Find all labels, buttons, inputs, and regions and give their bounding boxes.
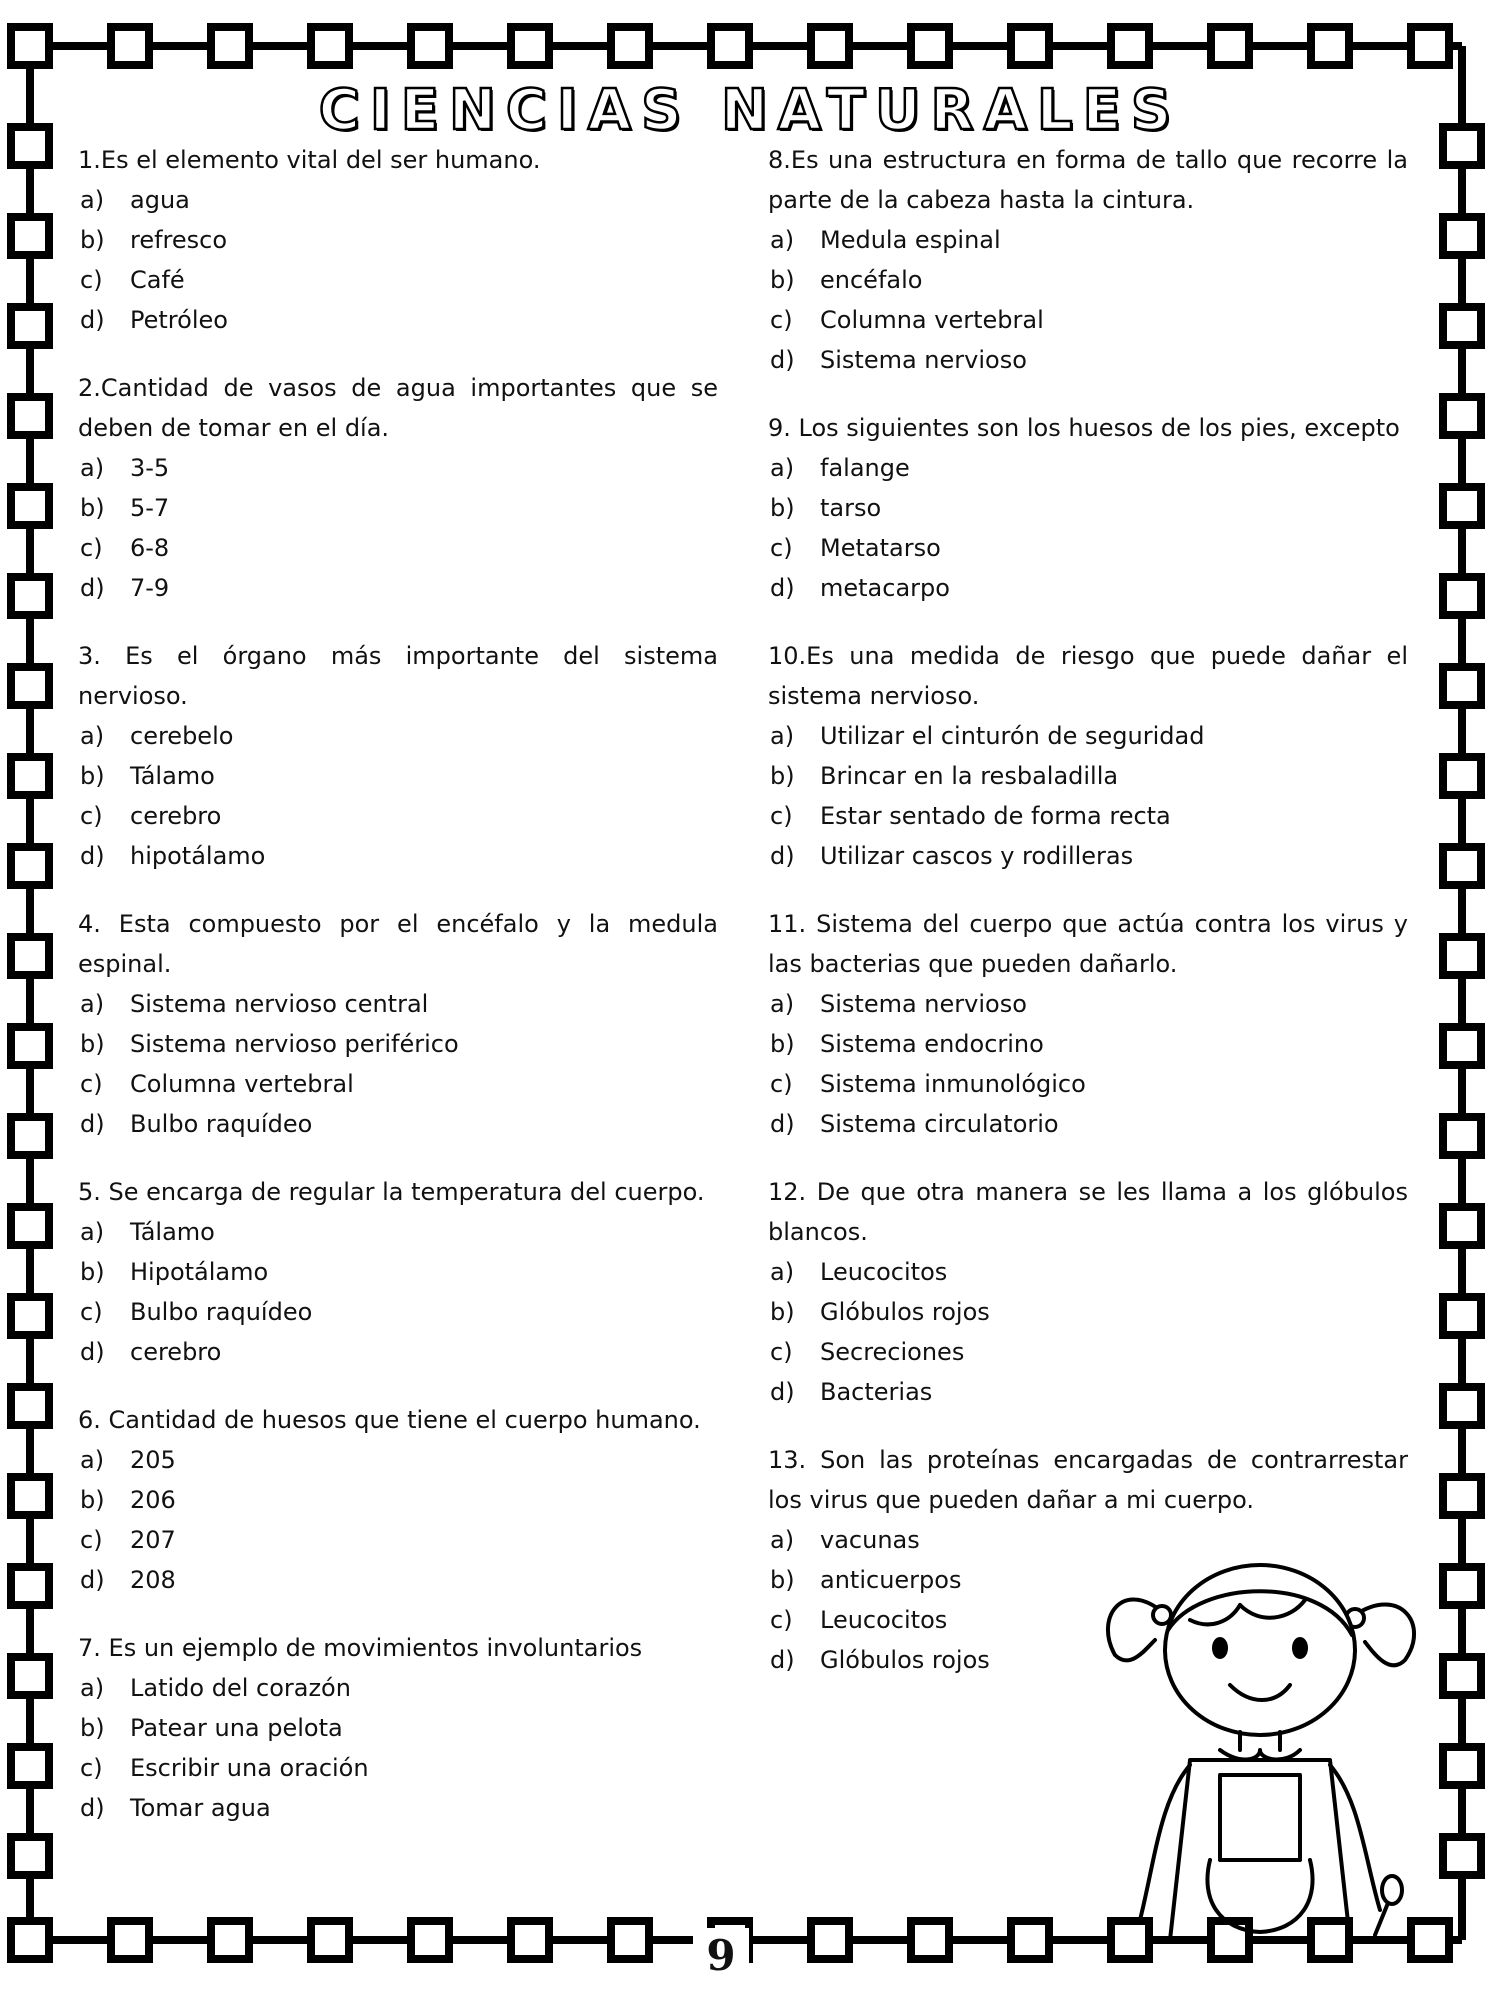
- answer-option: [78, 1708, 718, 1748]
- option-text: tarso: [820, 494, 882, 522]
- option-text: Tálamo: [130, 1218, 215, 1246]
- question-stem: 11. Sistema del cuerpo que actúa contra los virus y las bacterias que pueden dañarlo.: [768, 910, 1408, 978]
- option-letter: a): [80, 186, 105, 214]
- option-letter: c): [770, 306, 793, 334]
- border-link-box: [1411, 27, 1449, 65]
- option-text: Glóbulos rojos: [820, 1298, 990, 1326]
- border-link-box: [1443, 307, 1481, 345]
- option-letter: c): [770, 1338, 793, 1366]
- border-link-box: [1443, 1297, 1481, 1335]
- border-link-box: [711, 27, 749, 65]
- border-link-box: [1011, 1921, 1049, 1959]
- page-title: CIENCIAS NATURALES: [318, 78, 1182, 143]
- question-block: [78, 140, 718, 340]
- option-letter: a): [770, 722, 795, 750]
- option-letter: c): [80, 1298, 103, 1326]
- option-letter: b): [770, 1030, 795, 1058]
- option-letter: b): [80, 1030, 105, 1058]
- question-block: [78, 368, 718, 608]
- option-letter: b): [80, 226, 105, 254]
- option-letter: b): [80, 1714, 105, 1742]
- option-letter: c): [80, 1754, 103, 1782]
- answer-option: [78, 836, 718, 876]
- option-list: [768, 448, 1408, 608]
- option-text: Sistema circulatorio: [820, 1110, 1059, 1138]
- question-block: [78, 636, 718, 876]
- answer-option: [78, 1520, 718, 1560]
- option-letter: a): [80, 990, 105, 1018]
- border-link-box: [11, 307, 49, 345]
- option-text: Sistema nervioso: [820, 346, 1027, 374]
- border-link-box: [611, 27, 649, 65]
- border-link-box: [1011, 27, 1049, 65]
- border-link-box: [1443, 1747, 1481, 1785]
- option-letter: a): [80, 454, 105, 482]
- question-stem: 13. Son las proteínas encargadas de contrarrestar los virus que pueden dañar a mi cuerpo.: [768, 1446, 1408, 1514]
- option-text: 3-5: [130, 454, 170, 482]
- option-text: Medula espinal: [820, 226, 1001, 254]
- option-text: Sistema nervioso periférico: [130, 1030, 459, 1058]
- option-letter: a): [770, 990, 795, 1018]
- option-text: Patear una pelota: [130, 1714, 343, 1742]
- border-link-box: [11, 397, 49, 435]
- border-link-box: [1443, 487, 1481, 525]
- option-letter: c): [80, 802, 103, 830]
- border-link-box: [1443, 577, 1481, 615]
- answer-option: [768, 528, 1408, 568]
- option-text: Latido del corazón: [130, 1674, 351, 1702]
- answer-option: [78, 1788, 718, 1828]
- option-text: Café: [130, 266, 185, 294]
- option-text: Utilizar el cinturón de seguridad: [820, 722, 1205, 750]
- border-link-box: [11, 667, 49, 705]
- question-stem: 12. De que otra manera se les llama a los glóbulos blancos.: [768, 1178, 1408, 1246]
- option-letter: a): [770, 454, 795, 482]
- option-list: [768, 1252, 1408, 1412]
- question-stem: 10.Es una medida de riesgo que puede dañar el sistema nervioso.: [768, 642, 1408, 710]
- option-letter: c): [770, 534, 793, 562]
- option-letter: d): [80, 1566, 105, 1594]
- border-link-box: [1211, 27, 1249, 65]
- border-link-box: [11, 1477, 49, 1515]
- option-text: Hipotálamo: [130, 1258, 269, 1286]
- answer-option: [78, 1668, 718, 1708]
- option-letter: d): [770, 1110, 795, 1138]
- border-link-box: [11, 217, 49, 255]
- option-text: 207: [130, 1526, 176, 1554]
- option-text: Brincar en la resbaladilla: [820, 762, 1119, 790]
- option-list: [768, 220, 1408, 380]
- option-letter: d): [770, 842, 795, 870]
- option-letter: a): [80, 1446, 105, 1474]
- option-letter: a): [770, 226, 795, 254]
- option-text: agua: [130, 186, 190, 214]
- border-link-box: [1443, 937, 1481, 975]
- question-stem: 9. Los siguientes son los huesos de los pies, excepto: [768, 414, 1400, 442]
- option-list: [768, 716, 1408, 876]
- answer-option: [768, 984, 1408, 1024]
- option-letter: b): [80, 762, 105, 790]
- answer-option: [768, 756, 1408, 796]
- option-letter: d): [80, 1338, 105, 1366]
- border-link-box: [11, 127, 49, 165]
- border-link-box: [1443, 1477, 1481, 1515]
- option-letter: d): [80, 306, 105, 334]
- option-text: Bacterias: [820, 1378, 933, 1406]
- answer-option: [768, 836, 1408, 876]
- option-text: Bulbo raquídeo: [130, 1110, 313, 1138]
- answer-option: [768, 1520, 1408, 1560]
- answer-option: [768, 340, 1408, 380]
- answer-option: [78, 1560, 718, 1600]
- border-link-box: [811, 27, 849, 65]
- answer-option: [78, 260, 718, 300]
- option-text: cerebro: [130, 802, 222, 830]
- question-stem: 1.Es el elemento vital del ser humano.: [78, 146, 541, 174]
- option-text: Leucocitos: [820, 1606, 948, 1634]
- option-text: Secreciones: [820, 1338, 965, 1366]
- option-text: Bulbo raquídeo: [130, 1298, 313, 1326]
- option-text: vacunas: [820, 1526, 920, 1554]
- question-block: [768, 636, 1408, 876]
- border-link-box: [211, 27, 249, 65]
- option-letter: d): [80, 1794, 105, 1822]
- option-letter: c): [80, 1526, 103, 1554]
- option-text: 206: [130, 1486, 176, 1514]
- border-link-box: [211, 1921, 249, 1959]
- question-block: [768, 140, 1408, 380]
- answer-option: [78, 448, 718, 488]
- option-text: Columna vertebral: [130, 1070, 354, 1098]
- option-letter: d): [80, 1110, 105, 1138]
- option-text: Glóbulos rojos: [820, 1646, 990, 1674]
- question-stem: 3. Es el órgano más importante del sistema nervioso.: [78, 642, 718, 710]
- border-link-box: [1443, 1207, 1481, 1245]
- border-link-box: [411, 27, 449, 65]
- answer-option: [768, 1024, 1408, 1064]
- option-letter: b): [770, 1298, 795, 1326]
- border-link-box: [11, 1117, 49, 1155]
- option-letter: a): [770, 1258, 795, 1286]
- border-link-box: [11, 1747, 49, 1785]
- option-text: 208: [130, 1566, 176, 1594]
- answer-option: [78, 180, 718, 220]
- question-block: [768, 1172, 1408, 1412]
- answer-option: [78, 1292, 718, 1332]
- girl-illustration: [1100, 1560, 1440, 1940]
- border-link-box: [11, 1657, 49, 1695]
- border-link-box: [11, 1027, 49, 1065]
- option-letter: d): [770, 346, 795, 374]
- question-block: [78, 1172, 718, 1372]
- page-number: 9: [693, 1928, 749, 1984]
- answer-option: [78, 1212, 718, 1252]
- question-block: [768, 408, 1408, 608]
- border-link-box: [911, 1921, 949, 1959]
- option-text: Utilizar cascos y rodilleras: [820, 842, 1134, 870]
- option-letter: a): [80, 722, 105, 750]
- border-link-box: [1443, 1567, 1481, 1605]
- answer-option: [768, 220, 1408, 260]
- border-link-box: [311, 27, 349, 65]
- border-link-box: [1443, 1837, 1481, 1875]
- border-link-box: [1443, 127, 1481, 165]
- answer-option: [78, 756, 718, 796]
- answer-option: [78, 1024, 718, 1064]
- answer-option: [78, 1252, 718, 1292]
- option-list: [78, 180, 718, 340]
- option-text: 6-8: [130, 534, 170, 562]
- answer-option: [768, 1372, 1408, 1412]
- option-text: hipotálamo: [130, 842, 266, 870]
- option-letter: b): [770, 494, 795, 522]
- answer-option: [78, 1440, 718, 1480]
- answer-option: [78, 1480, 718, 1520]
- option-list: [78, 984, 718, 1144]
- border-link-box: [1443, 1387, 1481, 1425]
- border-link-box: [1443, 847, 1481, 885]
- option-letter: a): [80, 1674, 105, 1702]
- border-link-box: [11, 757, 49, 795]
- option-list: [78, 1440, 718, 1600]
- option-letter: a): [80, 1218, 105, 1246]
- border-link-box: [11, 1921, 49, 1959]
- border-link-box: [1111, 27, 1149, 65]
- option-letter: b): [770, 1566, 795, 1594]
- answer-option: [768, 300, 1408, 340]
- answer-option: [78, 1748, 718, 1788]
- option-list: [78, 448, 718, 608]
- border-link-box: [911, 27, 949, 65]
- answer-option: [78, 568, 718, 608]
- option-letter: c): [80, 266, 103, 294]
- answer-option: [78, 1104, 718, 1144]
- answer-option: [768, 716, 1408, 756]
- answer-option: [78, 220, 718, 260]
- border-link-box: [1443, 397, 1481, 435]
- question-block: [78, 904, 718, 1144]
- option-letter: d): [770, 1646, 795, 1674]
- border-link-box: [611, 1921, 649, 1959]
- option-text: Metatarso: [820, 534, 941, 562]
- answer-option: [78, 528, 718, 568]
- question-stem: 7. Es un ejemplo de movimientos involuntarios: [78, 1634, 643, 1662]
- answer-option: [768, 448, 1408, 488]
- border-link-box: [111, 27, 149, 65]
- question-stem: 6. Cantidad de huesos que tiene el cuerpo humano.: [78, 1406, 701, 1434]
- border-link-box: [11, 1387, 49, 1425]
- right-question-column: [768, 140, 1408, 1708]
- border-link-box: [11, 1297, 49, 1335]
- option-text: Petróleo: [130, 306, 228, 334]
- option-letter: c): [770, 802, 793, 830]
- option-list: [78, 716, 718, 876]
- option-letter: d): [770, 574, 795, 602]
- border-link-box: [1443, 757, 1481, 795]
- option-list: [78, 1668, 718, 1828]
- answer-option: [768, 1332, 1408, 1372]
- border-link-box: [811, 1921, 849, 1959]
- answer-option: [768, 796, 1408, 836]
- answer-option: [768, 568, 1408, 608]
- answer-option: [768, 1252, 1408, 1292]
- option-text: Leucocitos: [820, 1258, 948, 1286]
- option-text: encéfalo: [820, 266, 923, 294]
- option-text: Sistema inmunológico: [820, 1070, 1086, 1098]
- option-text: Columna vertebral: [820, 306, 1044, 334]
- option-text: Sistema nervioso: [820, 990, 1027, 1018]
- option-letter: c): [770, 1606, 793, 1634]
- option-text: Escribir una oración: [130, 1754, 369, 1782]
- answer-option: [768, 260, 1408, 300]
- answer-option: [78, 1064, 718, 1104]
- border-link-box: [11, 577, 49, 615]
- option-letter: d): [80, 574, 105, 602]
- answer-option: [78, 796, 718, 836]
- option-letter: c): [80, 1070, 103, 1098]
- border-link-box: [111, 1921, 149, 1959]
- option-letter: c): [80, 534, 103, 562]
- answer-option: [768, 1064, 1408, 1104]
- option-letter: a): [770, 1526, 795, 1554]
- border-link-box: [1443, 1027, 1481, 1065]
- question-block: [78, 1400, 718, 1600]
- border-link-box: [1443, 1117, 1481, 1155]
- answer-option: [78, 488, 718, 528]
- option-text: refresco: [130, 226, 228, 254]
- border-link-box: [311, 1921, 349, 1959]
- option-text: cerebelo: [130, 722, 234, 750]
- question-stem: 5. Se encarga de regular la temperatura del cuerpo.: [78, 1178, 705, 1206]
- border-link-box: [1443, 217, 1481, 255]
- option-letter: c): [770, 1070, 793, 1098]
- answer-option: [78, 984, 718, 1024]
- option-text: cerebro: [130, 1338, 222, 1366]
- border-link-box: [11, 27, 49, 65]
- border-link-box: [11, 1207, 49, 1245]
- option-text: metacarpo: [820, 574, 950, 602]
- border-link-box: [1443, 667, 1481, 705]
- question-stem: 2.Cantidad de vasos de agua importantes que se deben de tomar en el día.: [78, 374, 718, 442]
- answer-option: [768, 1292, 1408, 1332]
- option-letter: b): [770, 266, 795, 294]
- option-text: Estar sentado de forma recta: [820, 802, 1171, 830]
- option-letter: b): [80, 1258, 105, 1286]
- option-letter: d): [80, 842, 105, 870]
- border-link-box: [1443, 1657, 1481, 1695]
- border-link-box: [411, 1921, 449, 1959]
- question-block: [78, 1628, 718, 1828]
- option-list: [768, 984, 1408, 1144]
- answer-option: [78, 716, 718, 756]
- option-letter: b): [80, 1486, 105, 1514]
- option-letter: d): [770, 1378, 795, 1406]
- option-list: [78, 1212, 718, 1372]
- option-text: falange: [820, 454, 910, 482]
- answer-option: [78, 1332, 718, 1372]
- option-text: 5-7: [130, 494, 170, 522]
- option-text: 205: [130, 1446, 176, 1474]
- border-link-box: [11, 1837, 49, 1875]
- border-link-box: [511, 27, 549, 65]
- option-text: Tomar agua: [130, 1794, 271, 1822]
- border-link-box: [11, 937, 49, 975]
- option-text: Sistema endocrino: [820, 1030, 1044, 1058]
- question-block: [768, 904, 1408, 1144]
- border-link-box: [11, 1567, 49, 1605]
- border-link-box: [1311, 27, 1349, 65]
- option-text: 7-9: [130, 574, 170, 602]
- border-link-box: [511, 1921, 549, 1959]
- option-letter: b): [770, 762, 795, 790]
- border-link-box: [11, 487, 49, 525]
- option-letter: b): [80, 494, 105, 522]
- border-link-box: [11, 847, 49, 885]
- option-text: Tálamo: [130, 762, 215, 790]
- answer-option: [768, 488, 1408, 528]
- question-stem: 4. Esta compuesto por el encéfalo y la medula espinal.: [78, 910, 718, 978]
- answer-option: [768, 1104, 1408, 1144]
- option-text: Sistema nervioso central: [130, 990, 429, 1018]
- answer-option: [78, 300, 718, 340]
- left-question-column: [78, 140, 718, 1856]
- option-text: anticuerpos: [820, 1566, 962, 1594]
- question-stem: 8.Es una estructura en forma de tallo que recorre la parte de la cabeza hasta la cintura.: [768, 146, 1408, 214]
